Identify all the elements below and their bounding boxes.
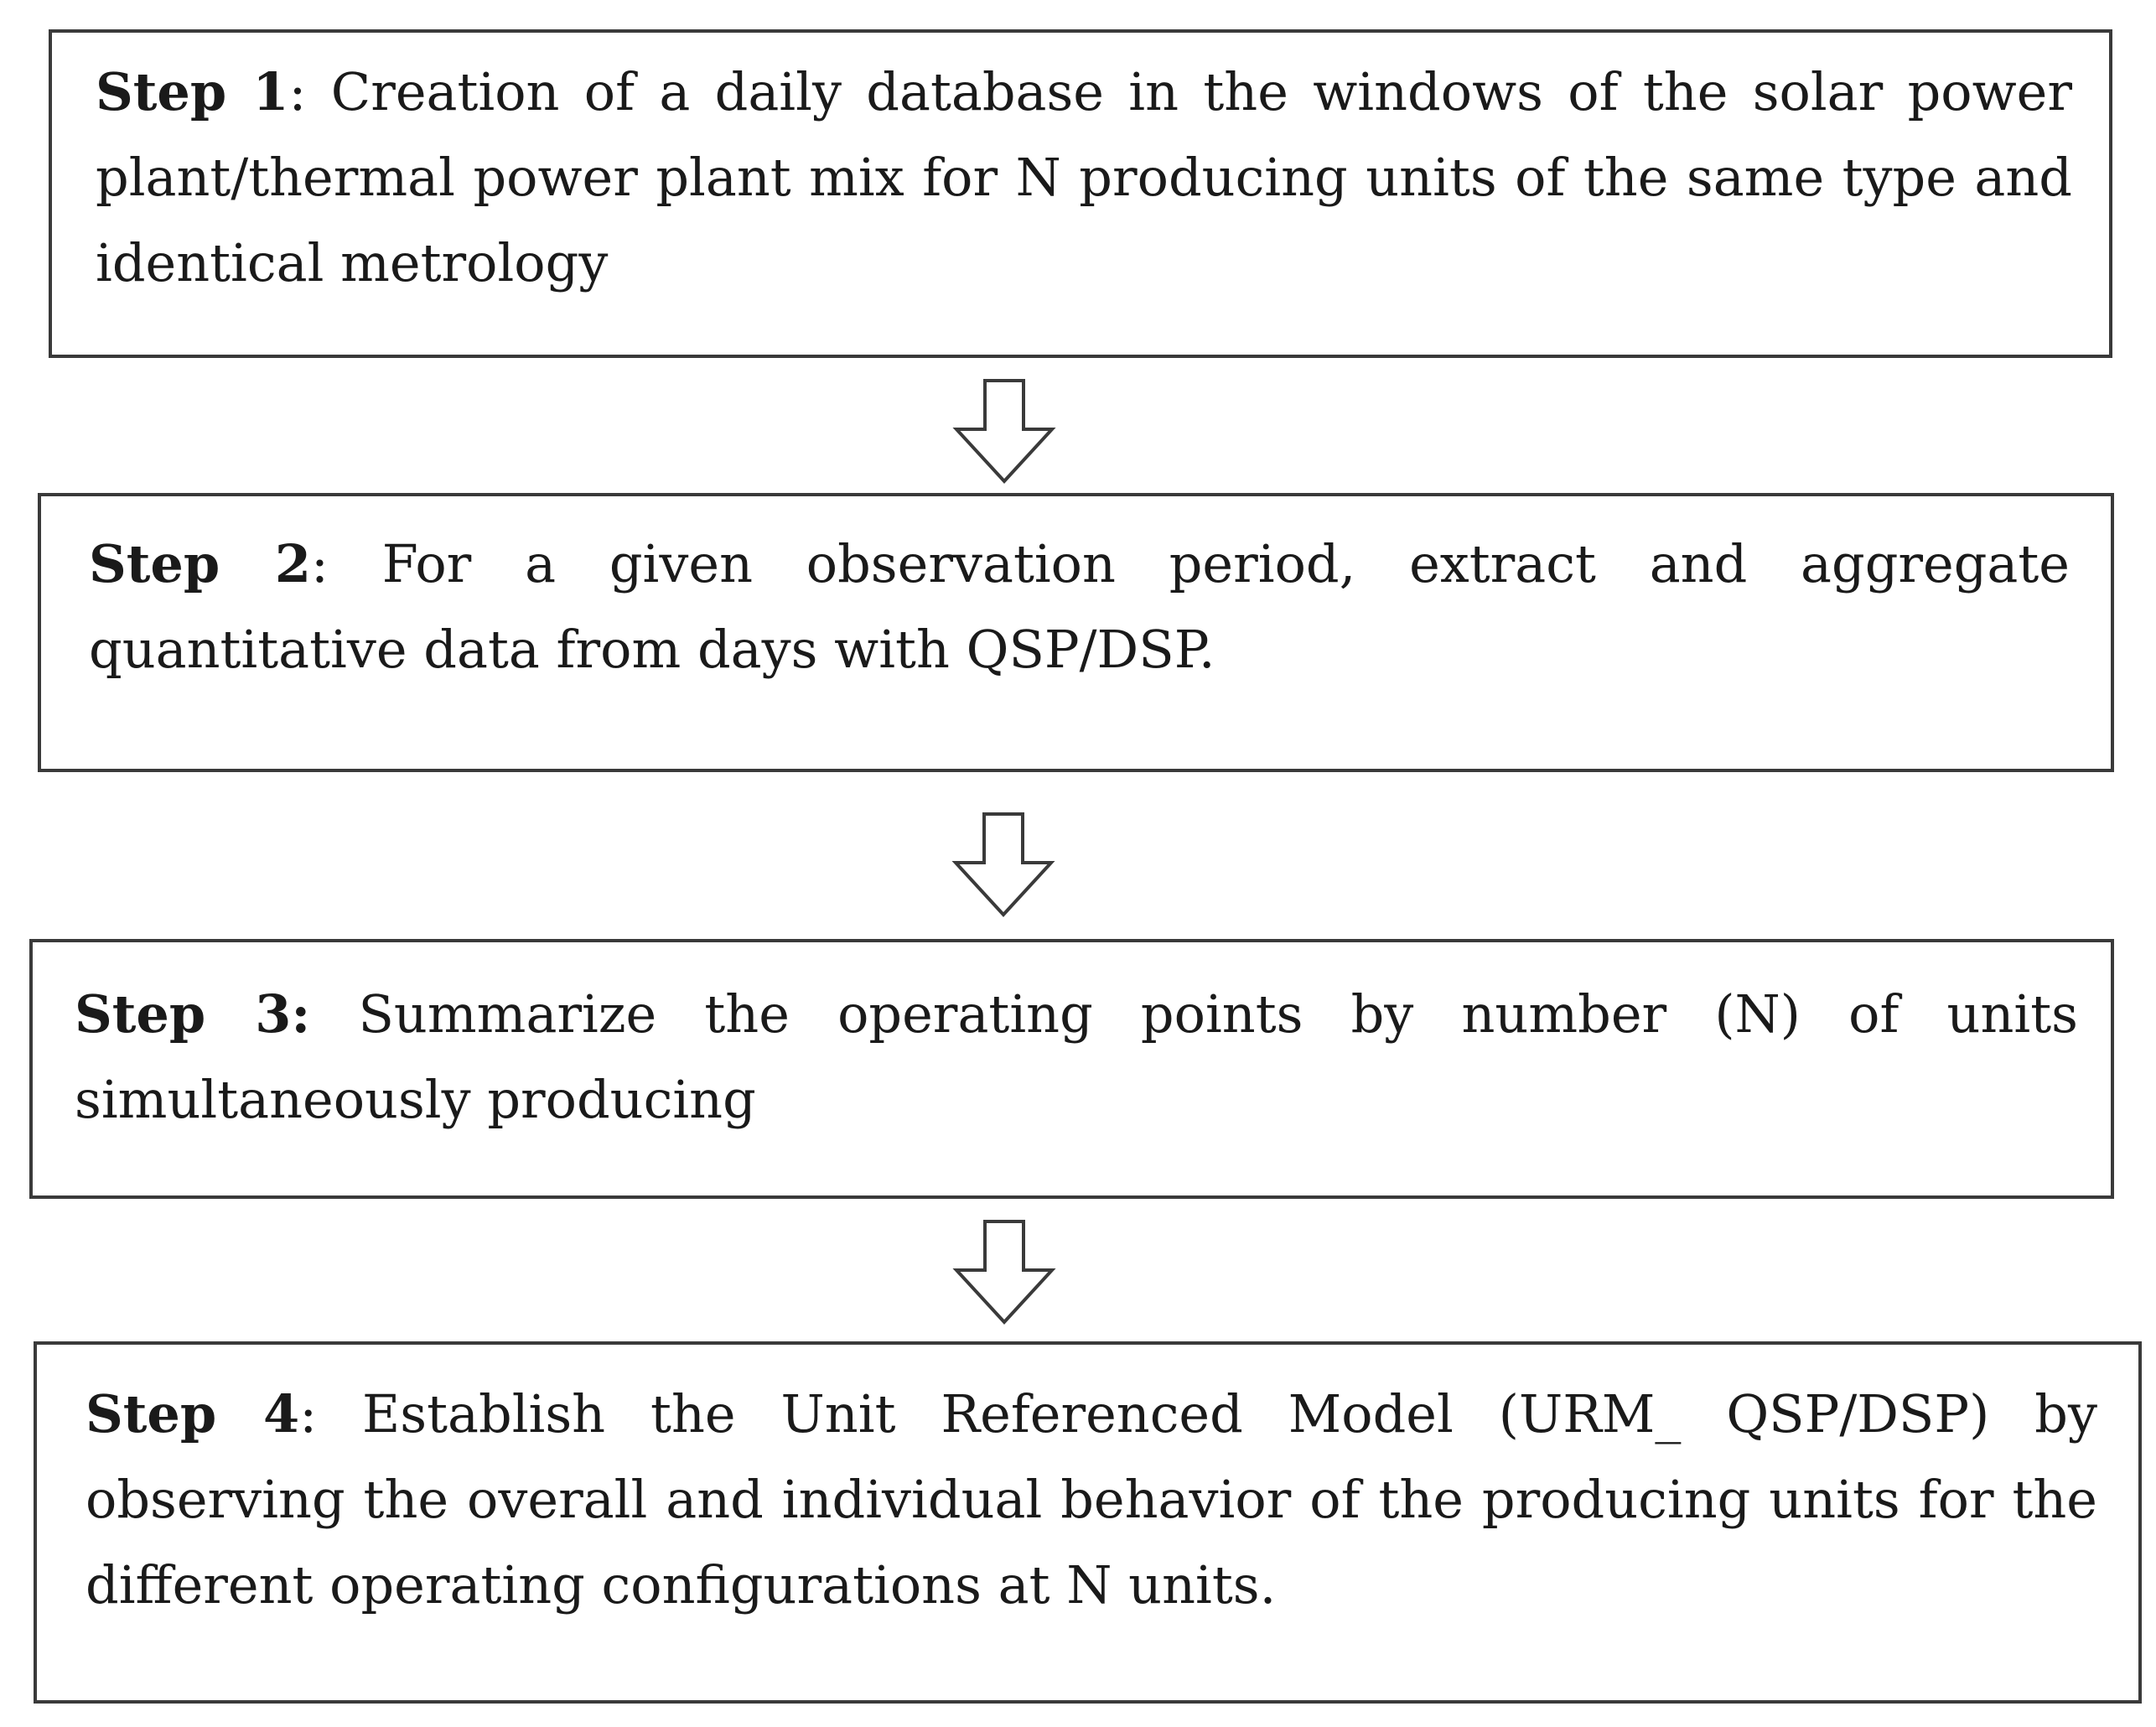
step-2-box xyxy=(38,493,2114,772)
step-4-label: Step 4 xyxy=(86,1383,300,1444)
step-3-text xyxy=(75,972,2078,1143)
step-3-separator xyxy=(310,983,358,1045)
down-arrow-icon xyxy=(950,377,1059,486)
step-3-box xyxy=(29,939,2114,1199)
step-2-description: For a given observation period, extract and aggregate quantitative data from days with QSP/DSP. xyxy=(89,533,2070,680)
step-3-description: Summarize the operating points by number (N) of units simultaneously producing xyxy=(75,983,2078,1130)
step-1-label: Step 1 xyxy=(96,61,289,122)
down-arrow-icon xyxy=(950,1218,1059,1327)
step-3-label: Step 3: xyxy=(75,983,311,1045)
step-4-box xyxy=(34,1341,2142,1704)
step-4-text xyxy=(86,1372,2097,1628)
down-arrow-icon xyxy=(949,811,1058,920)
step-1-description: Creation of a daily database in the windows of the solar power plant/thermal power plant mix for N producing units of the same type and identical metrology xyxy=(96,61,2072,293)
step-1-box xyxy=(49,29,2112,358)
step-1-text xyxy=(96,49,2072,306)
step-2-label: Step 2 xyxy=(89,533,312,594)
step-2-separator: : xyxy=(311,533,382,594)
step-4-separator: : xyxy=(299,1383,363,1444)
step-1-separator: : xyxy=(288,61,331,122)
step-2-text xyxy=(89,521,2070,692)
step-4-description: Establish the Unit Referenced Model (URM_ QSP/DSP) by observing the overall and individual behavior of the producing units for the different operating configurations at N units. xyxy=(86,1383,2097,1615)
